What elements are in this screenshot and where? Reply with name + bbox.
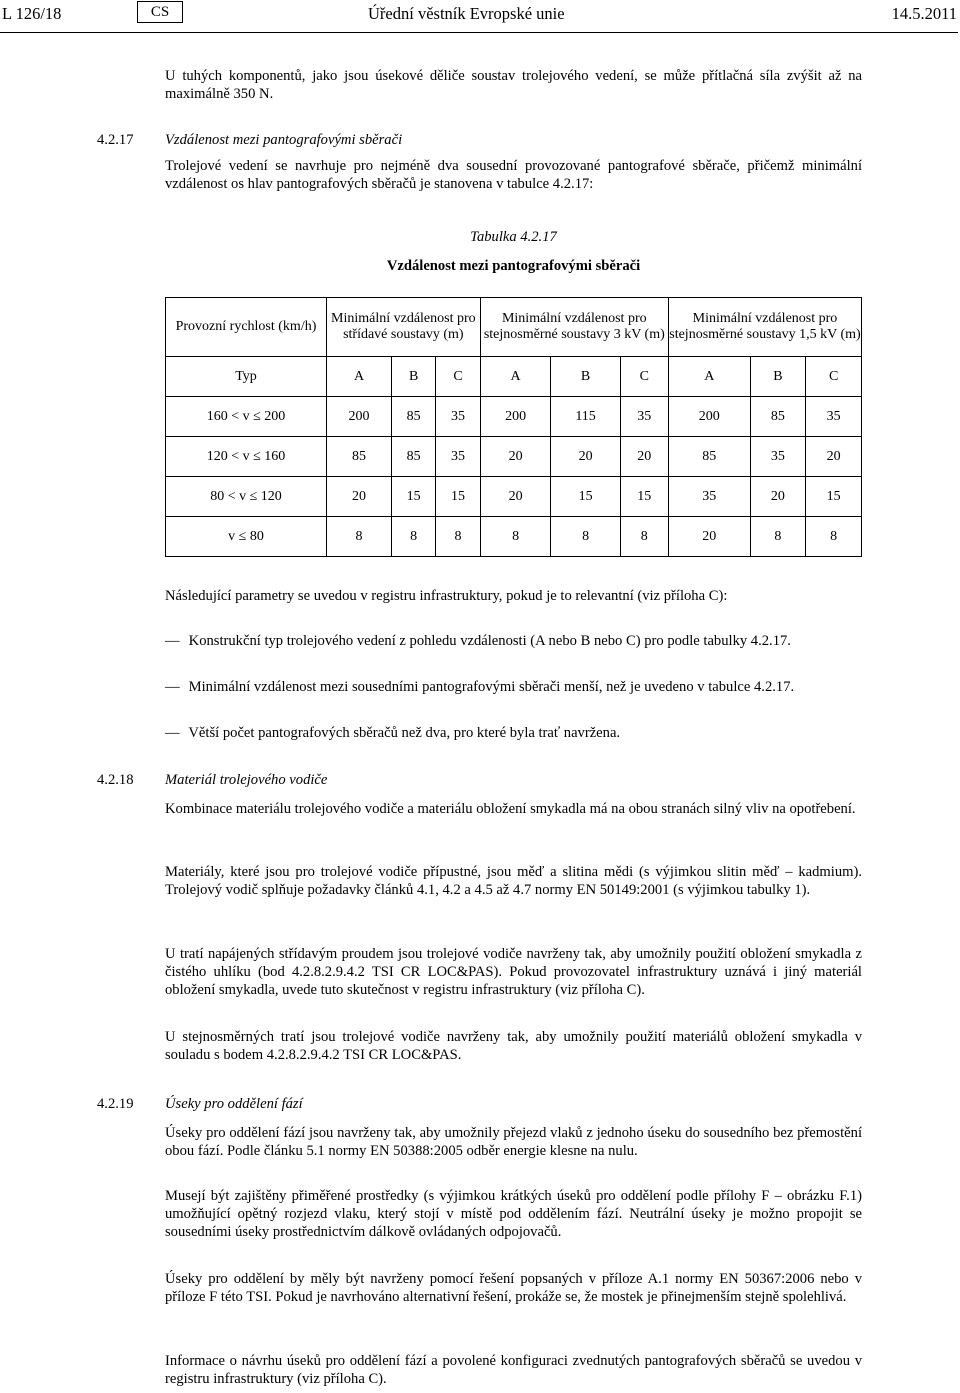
table-cell: v ≤ 80 xyxy=(166,517,327,557)
journal-title: Úřední věstník Evropské unie xyxy=(368,4,565,23)
table-cell: 85 xyxy=(392,397,436,437)
list-item-text: Větší počet pantografových sběračů než dva, pro které byla trať navržena. xyxy=(188,725,621,741)
table-cell: B xyxy=(750,357,806,397)
page-header xyxy=(0,4,960,26)
table-cell: 85 xyxy=(327,437,392,477)
table-cell: 35 xyxy=(806,397,862,437)
table-cell: 8 xyxy=(551,517,620,557)
intro-paragraph: U tuhých komponentů, jako jsou úsekové děliče soustav trolejového vedení, se může přítlačná síla zvýšit až na maximálně 350 N. xyxy=(165,68,862,102)
table-cell: 15 xyxy=(620,477,668,517)
table-cell: 120 < v ≤ 160 xyxy=(166,437,327,477)
publication-date: 14.5.2011 xyxy=(891,4,957,23)
section-4-2-17-number: 4.2.17 xyxy=(97,132,134,148)
table-cell: 85 xyxy=(668,437,750,477)
section-4-2-18-number: 4.2.18 xyxy=(97,772,134,788)
distance-table xyxy=(165,297,862,557)
section-4-2-18-paragraph-4: U stejnosměrných tratí jsou trolejové vodiče navrženy tak, aby umožnily použití materiálů obložení smykadla v souladu s bodem 4.2.8.2.9.4.2 TSI CR LOC&PAS. xyxy=(165,1029,862,1063)
table-cell: 8 xyxy=(806,517,862,557)
table-cell: B xyxy=(392,357,436,397)
table-cell: 8 xyxy=(436,517,480,557)
dash-bullet: — xyxy=(165,679,180,695)
table-row xyxy=(166,477,862,517)
section-4-2-18-paragraph-3: U tratí napájených střídavým proudem jsou trolejové vodiče navrženy tak, aby umožnily použití obložení smykadla z čistého uhlíku (bod 4.2.8.2.9.4.2 TSI CR LOC&PAS). Pokud provozovatel infrastruktury uznává i jiný materiál obložení smykadla, uvede tuto skutečnost v registru infrastruktury (viz příloha C). xyxy=(165,946,862,998)
table-cell: B xyxy=(551,357,620,397)
table-cell: 80 < v ≤ 120 xyxy=(166,477,327,517)
table-cell: 15 xyxy=(551,477,620,517)
table-header-row xyxy=(166,298,862,357)
table-cell: 35 xyxy=(436,397,480,437)
header-speed: Provozní rychlost (km/h) xyxy=(166,298,327,357)
table-cell: 20 xyxy=(620,437,668,477)
table-cell: 15 xyxy=(392,477,436,517)
section-4-2-19-title: Úseky pro oddělení fází xyxy=(165,1096,303,1112)
dash-bullet: — xyxy=(165,633,180,649)
header-dc-1-5kv: Minimální vzdálenost pro stejnosměrné soustavy 1,5 kV (m) xyxy=(668,298,861,357)
section-4-2-17-text: Trolejové vedení se navrhuje pro nejméně dva sousední provozované pantografové sběrače, přičemž minimální vzdálenost os hlav pantografových sběračů je stanovena v tabulce 4.2.17: xyxy=(165,158,862,192)
section-4-2-19-number: 4.2.19 xyxy=(97,1096,134,1112)
section-4-2-18-paragraph-1: Kombinace materiálu trolejového vodiče a materiálu obložení smykadla má na obou stranách silný vliv na opotřebení. xyxy=(165,801,856,817)
table-caption: Tabulka 4.2.17 xyxy=(470,229,557,245)
table-cell: 35 xyxy=(436,437,480,477)
list-item xyxy=(165,679,862,697)
table-cell: 20 xyxy=(480,437,551,477)
table-row xyxy=(166,397,862,437)
table-heading: Vzdálenost mezi pantografovými sběrači xyxy=(386,258,641,274)
table-cell: A xyxy=(327,357,392,397)
section-4-2-19-paragraph-3: Úseky pro oddělení by měly být navrženy pomocí řešení popsaných v příloze A.1 normy EN 50367:2006 nebo v příloze F této TSI. Pokud je navrhováno alternativní řešení, prokáže se, že mostek je přinejmenším stejně spolehlivá. xyxy=(165,1271,862,1305)
list-item-text: Konstrukční typ trolejového vedení z pohledu vzdálenosti (A nebo B nebo C) pro podle tabulky 4.2.17. xyxy=(188,633,791,649)
register-lead: Následující parametry se uvedou v registru infrastruktury, pokud je to relevantní (viz příloha C): xyxy=(165,588,728,604)
table-cell: 115 xyxy=(551,397,620,437)
header-ac: Minimální vzdálenost pro střídavé soustavy (m) xyxy=(327,298,481,357)
table-cell: 8 xyxy=(620,517,668,557)
table-cell: 15 xyxy=(436,477,480,517)
section-4-2-18-title: Materiál trolejového vodiče xyxy=(165,772,328,788)
table-cell: 200 xyxy=(327,397,392,437)
table-cell: 8 xyxy=(750,517,806,557)
table-cell: 85 xyxy=(392,437,436,477)
table-cell: 15 xyxy=(806,477,862,517)
table-row xyxy=(166,437,862,477)
section-4-2-19-paragraph-4: Informace o návrhu úseků pro oddělení fází a povolené konfiguraci zvednutých pantografových sběračů se uvedou v registru infrastruktury (viz příloha C). xyxy=(165,1353,862,1387)
dash-bullet: — xyxy=(165,725,180,741)
section-4-2-17-title: Vzdálenost mezi pantografovými sběrači xyxy=(165,132,403,148)
table-cell: C xyxy=(436,357,480,397)
list-item xyxy=(165,633,862,651)
table-cell: 20 xyxy=(750,477,806,517)
language-badge: CS xyxy=(137,1,183,23)
table-cell: C xyxy=(620,357,668,397)
section-4-2-19-paragraph-1: Úseky pro oddělení fází jsou navrženy tak, aby umožnily přejezd vlaků z jednoho úseku do sousedního bez přemostění obou fází. Podle článku 5.1 normy EN 50388:2005 odběr energie klesne na nulu. xyxy=(165,1125,862,1159)
table-cell: 35 xyxy=(668,477,750,517)
section-4-2-18-paragraph-2: Materiály, které jsou pro trolejové vodiče přípustné, jsou měď a slitina mědi (s výjimkou slitin měď – kadmium). Trolejový vodič splňuje požadavky článků 4.1, 4.2 a 4.5 až 4.7 normy EN 50149:2001 (s výjimkou tabulky 1). xyxy=(165,864,862,898)
header-dc-3kv: Minimální vzdálenost pro stejnosměrné soustavy 3 kV (m) xyxy=(480,298,668,357)
table-cell: 20 xyxy=(806,437,862,477)
table-cell: 8 xyxy=(392,517,436,557)
table-cell: 35 xyxy=(620,397,668,437)
table-cell: 160 < v ≤ 200 xyxy=(166,397,327,437)
table-cell: 20 xyxy=(480,477,551,517)
list-item-text: Minimální vzdálenost mezi sousedními pantografovými sběrači menší, než je uvedeno v tabulce 4.2.17. xyxy=(188,679,795,695)
table-cell: 200 xyxy=(668,397,750,437)
table-cell: 35 xyxy=(750,437,806,477)
table-type-row xyxy=(166,357,862,397)
page-reference: L 126/18 xyxy=(2,4,62,23)
table-cell: 20 xyxy=(668,517,750,557)
header-divider xyxy=(0,32,958,33)
table-row xyxy=(166,517,862,557)
table-cell: 8 xyxy=(480,517,551,557)
table-cell: 20 xyxy=(327,477,392,517)
table-cell: A xyxy=(480,357,551,397)
section-4-2-19-paragraph-2: Musejí být zajištěny přiměřené prostředky (s výjimkou krátkých úseků pro oddělení podle přílohy F – obrázku F.1) umožňující opětný rozjezd vlaku, který stojí v místě pod oddělením fází. Neutrální úseky je možno propojit se sousedními úseky prostřednictvím dálkově ovládaných odpojovačů. xyxy=(165,1188,862,1240)
table-cell: A xyxy=(668,357,750,397)
table-cell: 85 xyxy=(750,397,806,437)
table-cell: 200 xyxy=(480,397,551,437)
table-cell: 20 xyxy=(551,437,620,477)
table-cell: 8 xyxy=(327,517,392,557)
list-item xyxy=(165,725,862,743)
table-cell: C xyxy=(806,357,862,397)
table-cell: Typ xyxy=(166,357,327,397)
